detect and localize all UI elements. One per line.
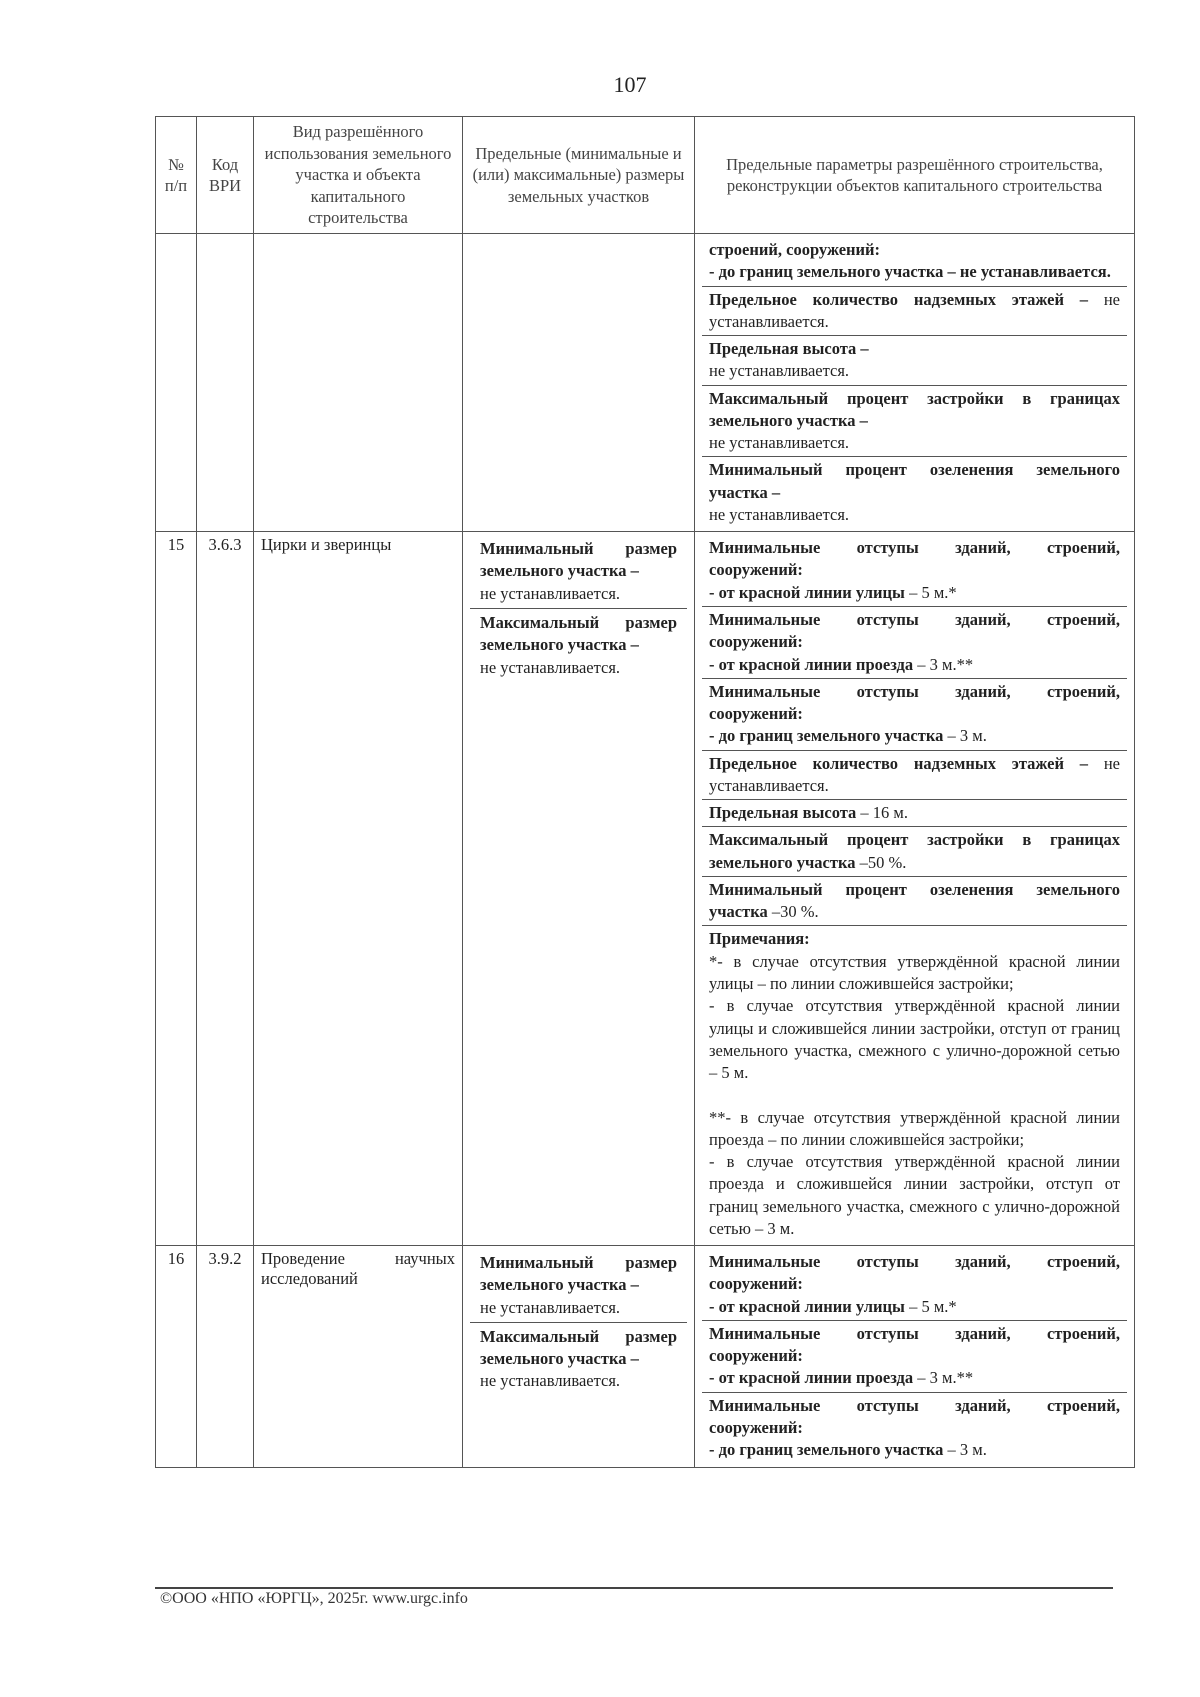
param-build-percent: Максимальный процент застройки в границах земельного участка –50 %. — [702, 827, 1127, 877]
cell-params — [695, 532, 1135, 1246]
header-params: Предельные параметры разрешённого строительства, реконструкции объектов капитального строительства — [695, 117, 1135, 234]
cell-dims — [463, 234, 695, 532]
page-number: 107 — [613, 72, 647, 97]
cell-num — [156, 234, 197, 532]
table-row — [156, 1246, 1135, 1467]
cell-code: 3.9.2 — [197, 1246, 254, 1467]
param-height: Предельная высота – не устанавливается. — [702, 336, 1127, 386]
table-row — [156, 234, 1135, 532]
param-floors: Предельное количество надземных этажей – не устанавливается. — [702, 287, 1127, 337]
param-setback-street: Минимальные отступы зданий, строений, сооружений: - от красной линии улицы – 5 м.* — [702, 535, 1127, 607]
table-row — [156, 532, 1135, 1246]
dim-min: Минимальный размер земельного участка – не устанавливается. — [470, 535, 687, 609]
note-4: - в случае отсутствия утверждённой красной линии проезда и сложившейся линии застройки, отступ от границ земельного участка, смежного с улично-дорожной сетью – 3 м. — [709, 1152, 1120, 1238]
footer-copyright: ©ООО «НПО «ЮРГЦ», 2025г. www.urgc.info — [160, 1590, 468, 1607]
cell-num: 15 — [156, 532, 197, 1246]
header-vri: Вид разрешённого использования земельного участка и объекта капитального строительства — [254, 117, 463, 234]
param-setback-border: Минимальные отступы зданий, строений, сооружений: - до границ земельного участка – 3 м. — [709, 1395, 1120, 1460]
param-build-percent: Максимальный процент застройки в границах земельного участка – не устанавливается. — [702, 386, 1127, 458]
header-num: № п/п — [156, 117, 197, 234]
header-dims: Предельные (минимальные и (или) максимальные) размеры земельных участков — [463, 117, 695, 234]
dim-max: Максимальный размер земельного участка – не устанавливается. — [480, 612, 677, 677]
param-floors: Предельное количество надземных этажей – не устанавливается. — [702, 751, 1127, 801]
param-green-percent: Минимальный процент озеленения земельного участка –30 %. — [702, 877, 1127, 927]
table-header-row — [156, 117, 1135, 234]
regulations-table — [155, 116, 1135, 1468]
dim-min: Минимальный размер земельного участка – не устанавливается. — [470, 1249, 687, 1323]
cell-params — [695, 234, 1135, 532]
cell-code — [197, 234, 254, 532]
cell-vri — [254, 234, 463, 532]
note-3: **- в случае отсутствия утверждённой красной линии проезда – по линии сложившейся застройки; — [709, 1107, 1120, 1149]
param-setbacks: строений, сооружений: - до границ земельного участка – не устанавливается. — [702, 237, 1127, 287]
param-setback-street: Минимальные отступы зданий, строений, сооружений: - от красной линии улицы – 5 м.* — [702, 1249, 1127, 1321]
param-setback-passage: Минимальные отступы зданий, строений, сооружений: - от красной линии проезда – 3 м.** — [702, 1321, 1127, 1393]
cell-params — [695, 1246, 1135, 1467]
note-1: *- в случае отсутствия утверждённой красной линии улицы – по линии сложившейся застройки; — [709, 951, 1120, 993]
footer-divider — [155, 1587, 1113, 1589]
dim-max: Максимальный размер земельного участка – не устанавливается. — [480, 1326, 677, 1391]
param-green-percent: Минимальный процент озеленения земельного участка – не устанавливается. — [709, 460, 1120, 524]
cell-num: 16 — [156, 1246, 197, 1467]
param-setback-border: Минимальные отступы зданий, строений, сооружений: - до границ земельного участка – 3 м. — [702, 679, 1127, 751]
param-height: Предельная высота – 16 м. — [702, 800, 1127, 827]
cell-dims — [463, 532, 695, 1246]
note-2: - в случае отсутствия утверждённой красной линии улицы и сложившейся линии застройки, отступ от границ земельного участка, смежного с улично-дорожной сетью – 5 м. — [709, 996, 1120, 1083]
cell-code: 3.6.3 — [197, 532, 254, 1246]
notes: Примечания: *- в случае отсутствия утверждённой красной линии улицы – по линии сложившейся застройки; - в случае отсутствия утверждённой красной линии улицы и сложившейся линии застройки, отступ от границ земельного участка, смежного с улично-дорожной сетью – 5 м. **- в случае отсутствия утверждённой красной линии проезда – по линии сложившейся застройки; - в случае отсутствия утверждённой красной линии проезда и сложившейся линии застройки, отступ от границ земельного участка, смежного с улично-дорожной сетью – 3 м. — [709, 929, 1120, 1238]
cell-dims — [463, 1246, 695, 1467]
cell-vri: Цирки и зверинцы — [254, 532, 463, 1246]
param-setback-passage: Минимальные отступы зданий, строений, сооружений: - от красной линии проезда – 3 м.** — [702, 607, 1127, 679]
cell-vri: Проведение научных исследований — [254, 1246, 463, 1467]
header-code: Код ВРИ — [197, 117, 254, 234]
